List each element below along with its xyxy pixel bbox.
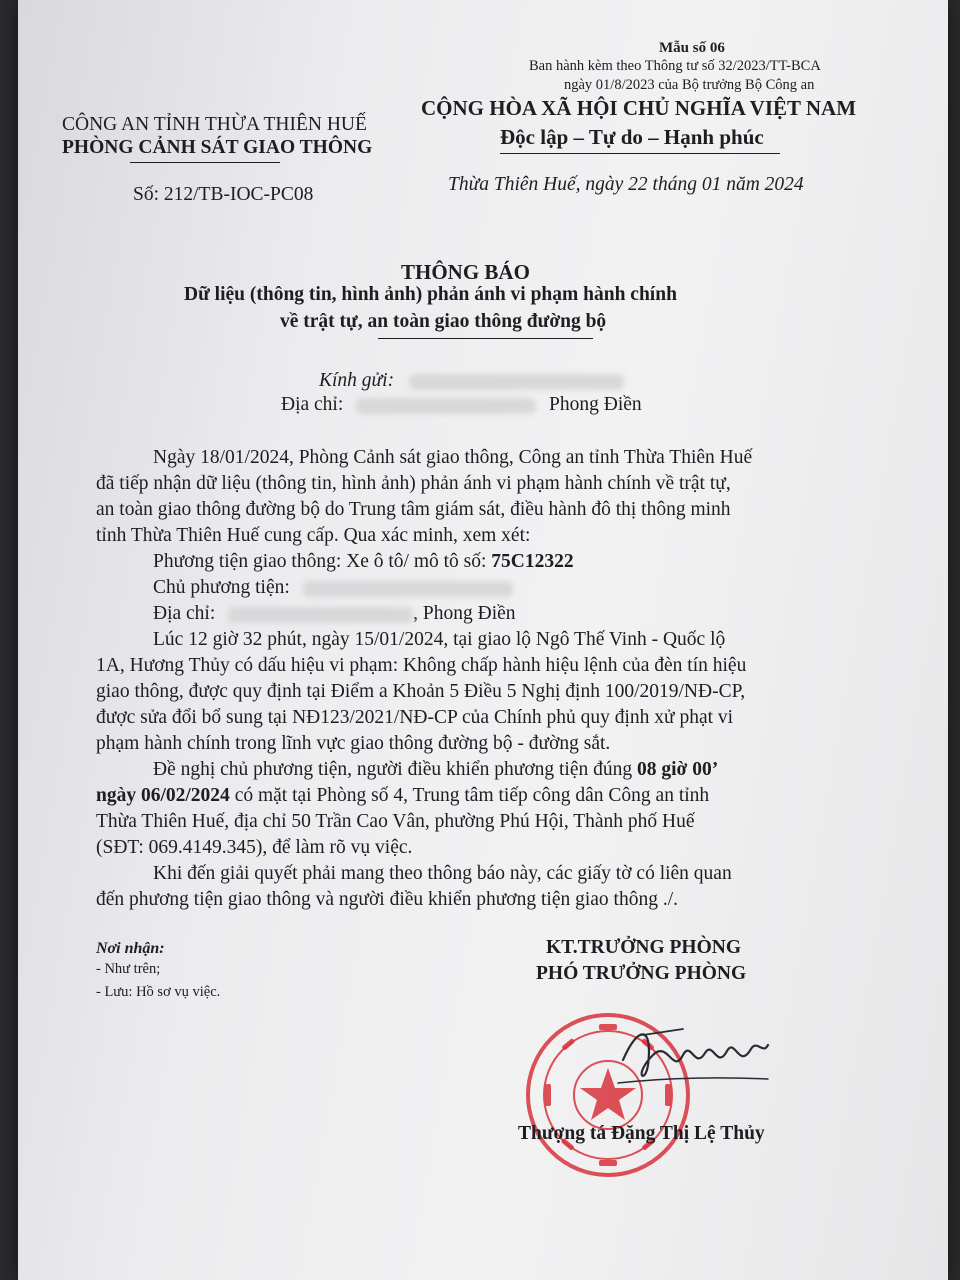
country-name: CỘNG HÒA XÃ HỘI CHỦ NGHĨA VIỆT NAM (421, 96, 857, 120)
body-p3-line1-text: Đề nghị chủ phương tiện, người điều khiển phương tiện đúng (153, 759, 637, 780)
body-p4-line1: Khi đến giải quyết phải mang theo thông báo này, các giấy tờ có liên quan (153, 863, 732, 884)
body-p4-line2: đến phương tiện giao thông và người điều khiển phương tiện giao thông ./. (96, 889, 679, 910)
recipients-item2: - Lưu: Hồ sơ vụ việc. (96, 984, 221, 1000)
signer-name: Thượng tá Đặng Thị Lệ Thủy (518, 1123, 765, 1144)
body-p1-line4: tỉnh Thừa Thiên Huế cung cấp. Qua xác minh, xem xét: (96, 525, 531, 546)
owner-row (153, 575, 513, 602)
place-date: Thừa Thiên Huế, ngày 22 tháng 01 năm 2024 (448, 174, 804, 195)
body-p2-line4: được sửa đổi bổ sung tại NĐ123/2021/NĐ-CP của Chính phủ quy định xử phạt vi (96, 707, 734, 728)
appointment-time: 08 giờ 00’ (637, 759, 719, 780)
body-p3-line3: Thừa Thiên Huế, địa chỉ 50 Trần Cao Vân, phường Phú Hội, Thành phố Huế (96, 811, 695, 832)
agency-name: CÔNG AN TỈNH THỪA THIÊN HUẾ (62, 114, 367, 135)
document-page (18, 0, 948, 1280)
body-p3-line2 (96, 783, 709, 810)
body-p2-line3: giao thông, được quy định tại Điểm a Khoản 5 Điều 5 Nghị định 100/2019/NĐ-CP, (96, 681, 746, 702)
doc-number: Số: 212/TB-IOC-PC08 (133, 184, 314, 205)
owner-label: Chủ phương tiện: (153, 577, 290, 598)
recipients-label: Nơi nhận: (96, 940, 165, 957)
department-name: PHÒNG CẢNH SÁT GIAO THÔNG (62, 137, 373, 158)
body-p2-line5: phạm hành chính trong lĩnh vực giao thông đường bộ - đường sắt. (96, 733, 611, 754)
motto-underline (500, 153, 780, 154)
recipients-item1: - Như trên; (96, 961, 161, 977)
redacted-recipient-address (356, 398, 536, 414)
subtitle-underline (378, 338, 593, 339)
signature-title1: KT.TRƯỞNG PHÒNG (546, 937, 741, 958)
owner-address-row (153, 601, 516, 628)
appointment-date: ngày 06/02/2024 (96, 785, 230, 806)
redacted-owner-name (303, 581, 513, 597)
notice-subtitle-line2: về trật tự, an toàn giao thông đường bộ (280, 311, 607, 332)
form-issued-line2: ngày 01/8/2023 của Bộ trưởng Bộ Công an (564, 77, 815, 93)
recipient-address-suffix: Phong Điền (549, 394, 642, 415)
recipient-to-row (319, 370, 624, 392)
form-issued-line1: Ban hành kèm theo Thông tư số 32/2023/TT-BCA (529, 58, 821, 74)
owner-address-suffix: , Phong Điền (413, 603, 516, 624)
handwritten-signature-icon (613, 1015, 773, 1090)
body-p2-line2: 1A, Hương Thủy có dấu hiệu vi phạm: Không chấp hành hiệu lệnh của đèn tín hiệu (96, 655, 747, 676)
form-number: Mẫu số 06 (659, 40, 725, 56)
national-motto: Độc lập – Tự do – Hạnh phúc (500, 125, 764, 149)
department-underline (130, 162, 280, 163)
body-p1-line3: an toàn giao thông đường bộ do Trung tâm giám sát, điều hành đô thị thông minh (96, 499, 731, 520)
body-p3-line4: (SĐT: 069.4149.345), để làm rõ vụ việc. (96, 837, 413, 858)
notice-title: THÔNG BÁO (401, 260, 530, 284)
redacted-recipient-name (409, 374, 624, 390)
body-p1-line1: Ngày 18/01/2024, Phòng Cảnh sát giao thông, Công an tỉnh Thừa Thiên Huế (153, 447, 753, 468)
recipient-to-label: Kính gửi: (319, 370, 395, 391)
recipient-address-row (281, 394, 642, 416)
redacted-owner-address (228, 607, 413, 623)
body-p2-line1: Lúc 12 giờ 32 phút, ngày 15/01/2024, tại giao lộ Ngô Thế Vinh - Quốc lộ (153, 629, 726, 650)
signature-title2: PHÓ TRƯỞNG PHÒNG (536, 963, 747, 984)
vehicle-row (153, 549, 574, 576)
body-p3-line1 (153, 757, 718, 784)
body-p3-line2-text: có mặt tại Phòng số 4, Trung tâm tiếp công dân Công an tỉnh (229, 785, 710, 806)
vehicle-label: Phương tiện giao thông: Xe ô tô/ mô tô số: (153, 551, 487, 572)
notice-subtitle-line1: Dữ liệu (thông tin, hình ảnh) phản ánh vi phạm hành chính (184, 284, 677, 305)
owner-address-label: Địa chỉ: (153, 603, 216, 624)
recipient-address-label: Địa chỉ: (281, 394, 344, 415)
vehicle-plate: 75C12322 (491, 551, 574, 572)
body-p1-line2: đã tiếp nhận dữ liệu (thông tin, hình ảnh) phản ánh vi phạm hành chính về trật tự, (96, 473, 731, 494)
